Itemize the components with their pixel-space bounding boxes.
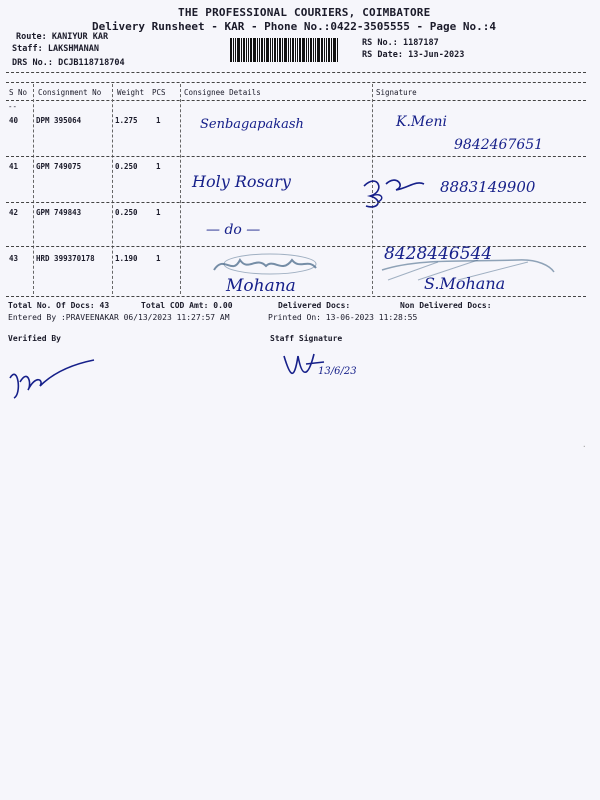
row-weight: 0.250 [115, 208, 138, 217]
barcode-bar [233, 38, 234, 62]
drs-value: DCJB118718704 [58, 58, 125, 68]
col-header-pcs: PCS [152, 88, 166, 97]
col-divider [33, 84, 34, 294]
barcode-bar [253, 38, 256, 62]
barcode-bar [241, 38, 242, 62]
rs-no-line [362, 38, 439, 48]
divider [6, 82, 586, 83]
barcode-bar [259, 38, 260, 62]
barcode-bar [331, 38, 332, 62]
row-pcs: 1 [156, 208, 161, 217]
rs-no-label: RS No.: [362, 38, 398, 48]
rs-date-label: RS Date: [362, 50, 403, 60]
barcode-bar [246, 38, 247, 62]
row-weight: 0.250 [115, 162, 138, 171]
staff-signature-date: 13/6/23 [318, 366, 357, 377]
row-pcs: 1 [156, 254, 161, 263]
barcode-bar [250, 38, 252, 62]
row-consignment: GPM 749843 [36, 208, 82, 217]
barcode-bar [274, 38, 276, 62]
barcode-bar [277, 38, 278, 62]
col-divider [112, 84, 113, 294]
barcode-bar [272, 38, 273, 62]
barcode-bar [290, 38, 291, 62]
barcode-bar [313, 38, 314, 62]
total-docs: Total No. Of Docs: 43 [8, 301, 110, 310]
row-consignment: HRD 399370178 [36, 254, 95, 263]
barcode-bar [321, 38, 323, 62]
barcode-bar [308, 38, 309, 62]
divider [6, 72, 586, 73]
barcode-bar [264, 38, 265, 62]
verified-by-label: Verified By [8, 334, 61, 343]
row-consignee-handwriting: Senbagapakash [200, 117, 304, 132]
barcode-bar [243, 38, 245, 62]
barcode-bar [235, 38, 236, 62]
barcode-bar [337, 38, 338, 62]
row-consignment: GPM 749075 [36, 162, 82, 171]
barcode-bar [261, 38, 263, 62]
delivered-docs: Delivered Docs: [278, 301, 351, 310]
col-header-consignment: Consignment No [38, 88, 102, 97]
col-header-signature: Signature [376, 88, 417, 97]
col-header-weight: Weight [117, 88, 145, 97]
company-title: THE PROFESSIONAL COURIERS, COIMBATORE [178, 6, 431, 19]
entered-by: Entered By :PRAVEENAKAR 06/13/2023 11:27:57 AM [8, 313, 230, 322]
barcode-bar [328, 38, 330, 62]
barcode [230, 38, 352, 62]
drs-line [12, 58, 125, 68]
barcode-bar [270, 38, 271, 62]
row-phone-handwriting: 8428446544 [384, 244, 493, 264]
staff-label: Staff: [12, 44, 43, 54]
non-delivered-docs: Non Delivered Docs: [400, 301, 492, 310]
row-weight: 1.190 [115, 254, 138, 263]
row-consignee-handwriting: Mohana [226, 276, 296, 296]
row-signature-handwriting: K.Meni [396, 114, 448, 130]
row-phone-handwriting: 8883149900 [440, 178, 536, 196]
table-bottom-rule [6, 296, 586, 297]
header-divider [6, 100, 586, 101]
barcode-bar [317, 38, 320, 62]
rs-no-value: 1187187 [402, 38, 439, 48]
barcode-bar [279, 38, 281, 62]
row-divider [6, 246, 586, 247]
dash-marker: -- [8, 102, 18, 111]
barcode-bar [315, 38, 316, 62]
col-divider [180, 84, 181, 294]
barcode-bar [333, 38, 336, 62]
rs-date-line [362, 50, 464, 60]
barcode-bar [230, 38, 232, 62]
col-header-sno: S No [9, 88, 28, 97]
row-consignment: DPM 395064 [36, 116, 82, 125]
row-divider [6, 156, 586, 157]
row-phone-handwriting: 9842467651 [454, 137, 544, 153]
route-label: Route: [16, 32, 47, 42]
barcode-bar [292, 38, 294, 62]
barcode-bar [282, 38, 283, 62]
barcode-bar [302, 38, 305, 62]
row-signature-handwriting [356, 166, 446, 214]
barcode-bar [288, 38, 289, 62]
staff-signature-label: Staff Signature [270, 334, 343, 343]
barcode-bar [284, 38, 287, 62]
row-pcs: 1 [156, 116, 161, 125]
row-consignee-handwriting: — do — [206, 222, 261, 238]
row-sno: 43 [9, 254, 19, 263]
row-signature-handwriting: S.Mohana [424, 274, 506, 293]
drs-label: DRS No.: [12, 58, 53, 68]
barcode-bar [295, 38, 296, 62]
row-sno: 42 [9, 208, 19, 217]
staff-value: LAKSHMANAN [47, 44, 100, 54]
barcode-bar [324, 38, 325, 62]
barcode-bar [237, 38, 240, 62]
barcode-bar [306, 38, 307, 62]
barcode-bar [326, 38, 327, 62]
edge-mark: . [582, 440, 587, 449]
col-header-consignee: Consignee Details [184, 88, 261, 97]
barcode-bar [266, 38, 269, 62]
row-weight: 1.275 [115, 116, 138, 125]
barcode-bar [257, 38, 258, 62]
barcode-bar [310, 38, 312, 62]
staff-line [12, 44, 99, 54]
row-pcs: 1 [156, 162, 161, 171]
row-sno: 41 [9, 162, 19, 171]
barcode-bar [248, 38, 249, 62]
route-line [16, 32, 108, 42]
verifier-signature [4, 354, 100, 404]
total-cod: Total COD Amt: 0.00 [141, 301, 233, 310]
runsheet-subtitle: Delivery Runsheet - KAR - Phone No.:0422-3505555 - Page No.:4 [92, 20, 496, 33]
barcode-bar [299, 38, 301, 62]
row-divider [6, 202, 586, 203]
rs-date-value: 13-Jun-2023 [408, 50, 465, 60]
row-consignee-handwriting: Holy Rosary [192, 172, 291, 191]
route-value: KANIYUR KAR [51, 32, 109, 42]
barcode-bar [297, 38, 298, 62]
row-sno: 40 [9, 116, 19, 125]
printed-on: Printed On: 13-06-2023 11:28:55 [268, 313, 418, 322]
